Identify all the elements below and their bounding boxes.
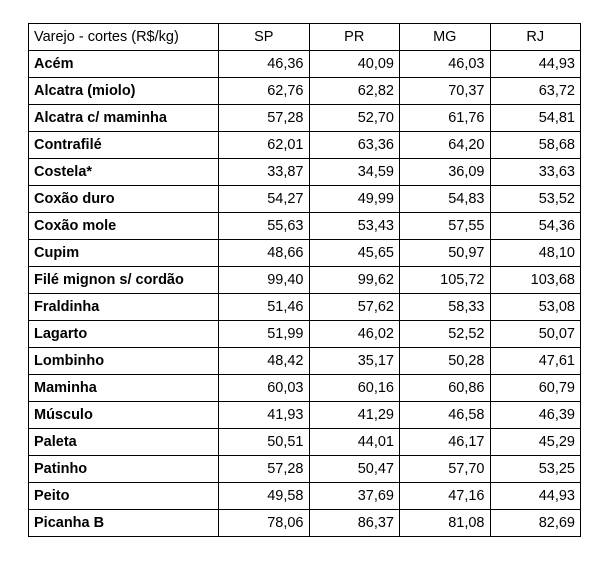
cut-name-cell: Costela*: [29, 159, 219, 186]
cut-name-cell: Filé mignon s/ cordão: [29, 267, 219, 294]
price-cell-rj: 50,07: [490, 321, 581, 348]
cut-name-cell: Patinho: [29, 456, 219, 483]
table-row: [29, 51, 581, 78]
header-label: Varejo - cortes (R$/kg): [29, 24, 219, 51]
price-cell-mg: 57,70: [400, 456, 491, 483]
price-cell-mg: 70,37: [400, 78, 491, 105]
price-cell-pr: 35,17: [309, 348, 400, 375]
price-cell-pr: 99,62: [309, 267, 400, 294]
price-cell-pr: 57,62: [309, 294, 400, 321]
price-cell-mg: 52,52: [400, 321, 491, 348]
price-table: [28, 23, 581, 537]
price-cell-sp: 51,99: [219, 321, 310, 348]
cut-name-cell: Paleta: [29, 429, 219, 456]
price-cell-pr: 46,02: [309, 321, 400, 348]
table-row: [29, 213, 581, 240]
price-cell-mg: 50,28: [400, 348, 491, 375]
price-cell-pr: 50,47: [309, 456, 400, 483]
cut-name-cell: Coxão duro: [29, 186, 219, 213]
price-cell-rj: 54,36: [490, 213, 581, 240]
table-row: [29, 348, 581, 375]
table-row: [29, 132, 581, 159]
price-cell-mg: 47,16: [400, 483, 491, 510]
price-cell-sp: 33,87: [219, 159, 310, 186]
cut-name-cell: Alcatra (miolo): [29, 78, 219, 105]
price-cell-sp: 62,01: [219, 132, 310, 159]
price-cell-pr: 53,43: [309, 213, 400, 240]
price-cell-rj: 44,93: [490, 51, 581, 78]
cut-name-cell: Cupim: [29, 240, 219, 267]
price-cell-rj: 82,69: [490, 510, 581, 537]
price-cell-mg: 36,09: [400, 159, 491, 186]
cut-name-cell: Contrafilé: [29, 132, 219, 159]
price-cell-pr: 44,01: [309, 429, 400, 456]
price-cell-rj: 46,39: [490, 402, 581, 429]
cut-name-cell: Fraldinha: [29, 294, 219, 321]
price-cell-mg: 46,17: [400, 429, 491, 456]
price-cell-pr: 37,69: [309, 483, 400, 510]
table-row: [29, 429, 581, 456]
price-cell-mg: 57,55: [400, 213, 491, 240]
price-cell-mg: 46,58: [400, 402, 491, 429]
price-cell-sp: 51,46: [219, 294, 310, 321]
table-row: [29, 375, 581, 402]
table-row: [29, 294, 581, 321]
cut-name-cell: Lombinho: [29, 348, 219, 375]
price-cell-sp: 60,03: [219, 375, 310, 402]
price-cell-mg: 50,97: [400, 240, 491, 267]
price-cell-sp: 50,51: [219, 429, 310, 456]
price-cell-pr: 40,09: [309, 51, 400, 78]
price-cell-pr: 63,36: [309, 132, 400, 159]
price-cell-pr: 52,70: [309, 105, 400, 132]
price-cell-mg: 61,76: [400, 105, 491, 132]
table-row: [29, 483, 581, 510]
table-row: [29, 510, 581, 537]
column-header-sp: SP: [219, 24, 310, 51]
price-cell-rj: 33,63: [490, 159, 581, 186]
price-cell-mg: 58,33: [400, 294, 491, 321]
price-cell-sp: 54,27: [219, 186, 310, 213]
price-cell-rj: 45,29: [490, 429, 581, 456]
header-row: [29, 24, 581, 51]
cut-name-cell: Coxão mole: [29, 213, 219, 240]
price-cell-rj: 103,68: [490, 267, 581, 294]
price-cell-mg: 81,08: [400, 510, 491, 537]
price-cell-rj: 44,93: [490, 483, 581, 510]
price-cell-rj: 63,72: [490, 78, 581, 105]
price-cell-sp: 41,93: [219, 402, 310, 429]
table-row: [29, 78, 581, 105]
table-row: [29, 456, 581, 483]
table-row: [29, 105, 581, 132]
price-cell-sp: 99,40: [219, 267, 310, 294]
table-row: [29, 159, 581, 186]
price-cell-rj: 53,52: [490, 186, 581, 213]
cut-name-cell: Maminha: [29, 375, 219, 402]
price-cell-sp: 78,06: [219, 510, 310, 537]
price-cell-rj: 53,25: [490, 456, 581, 483]
cut-name-cell: Acém: [29, 51, 219, 78]
price-cell-sp: 57,28: [219, 456, 310, 483]
column-header-pr: PR: [309, 24, 400, 51]
price-cell-sp: 62,76: [219, 78, 310, 105]
price-cell-rj: 58,68: [490, 132, 581, 159]
price-cell-pr: 45,65: [309, 240, 400, 267]
price-cell-sp: 57,28: [219, 105, 310, 132]
price-cell-rj: 53,08: [490, 294, 581, 321]
price-cell-sp: 55,63: [219, 213, 310, 240]
price-cell-mg: 54,83: [400, 186, 491, 213]
price-cell-mg: 60,86: [400, 375, 491, 402]
cut-name-cell: Lagarto: [29, 321, 219, 348]
price-cell-rj: 60,79: [490, 375, 581, 402]
cut-name-cell: Peito: [29, 483, 219, 510]
price-cell-mg: 64,20: [400, 132, 491, 159]
price-cell-sp: 46,36: [219, 51, 310, 78]
table-row: [29, 402, 581, 429]
price-cell-mg: 46,03: [400, 51, 491, 78]
cut-name-cell: Músculo: [29, 402, 219, 429]
column-header-mg: MG: [400, 24, 491, 51]
price-cell-pr: 49,99: [309, 186, 400, 213]
price-cell-sp: 48,42: [219, 348, 310, 375]
price-cell-pr: 62,82: [309, 78, 400, 105]
price-cell-pr: 86,37: [309, 510, 400, 537]
price-cell-pr: 41,29: [309, 402, 400, 429]
table-body: [29, 51, 581, 537]
table-header: [29, 24, 581, 51]
table-row: [29, 267, 581, 294]
price-cell-rj: 54,81: [490, 105, 581, 132]
table-row: [29, 240, 581, 267]
price-cell-pr: 34,59: [309, 159, 400, 186]
price-cell-pr: 60,16: [309, 375, 400, 402]
price-cell-sp: 49,58: [219, 483, 310, 510]
table-row: [29, 186, 581, 213]
cut-name-cell: Alcatra c/ maminha: [29, 105, 219, 132]
table-row: [29, 321, 581, 348]
price-cell-mg: 105,72: [400, 267, 491, 294]
cut-name-cell: Picanha B: [29, 510, 219, 537]
price-cell-sp: 48,66: [219, 240, 310, 267]
price-cell-rj: 47,61: [490, 348, 581, 375]
column-header-rj: RJ: [490, 24, 581, 51]
price-cell-rj: 48,10: [490, 240, 581, 267]
